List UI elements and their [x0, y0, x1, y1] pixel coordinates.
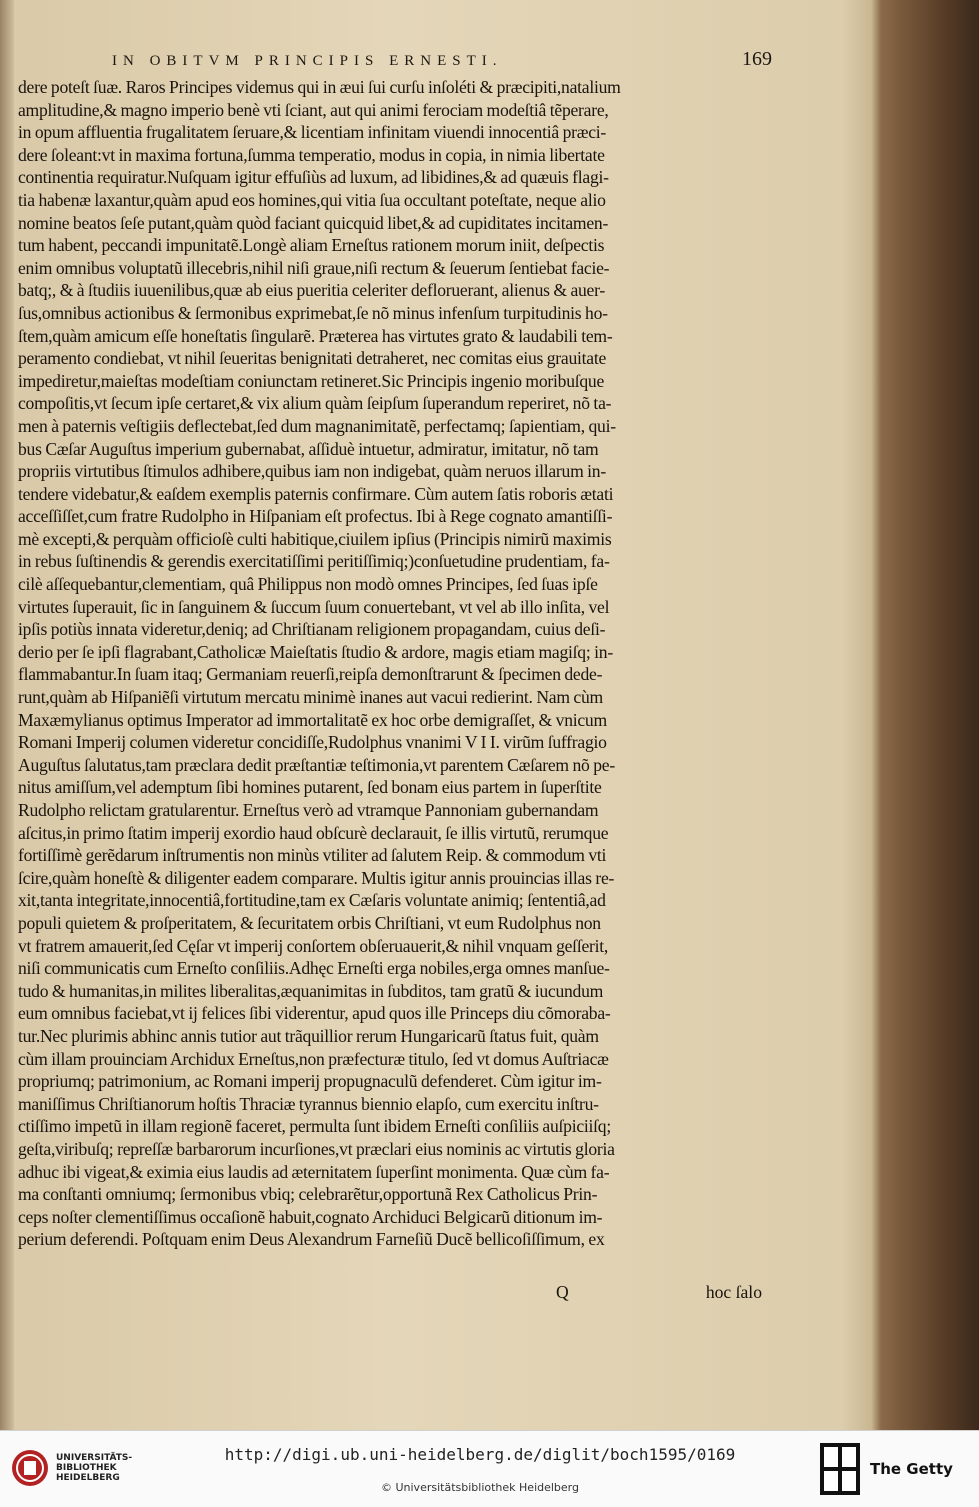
- getty-logo[interactable]: [820, 1441, 970, 1497]
- text-line: xit,tanta integritate,innocentiâ,fortitudine,tam ex Cæſaris voluntate animiq; ſententiâ,ad: [18, 890, 606, 911]
- text-line: Rudolpho relictam gratularentur. Erneſtus verò ad vtramque Pannoniam gubernandam: [18, 800, 599, 820]
- copyright-notice: © Universitätsbibliothek Heidelberg: [380, 1481, 579, 1494]
- library-name-line: UNIVERSITÄTS-: [56, 1453, 133, 1463]
- text-line: aſcitus,in primo ſtatim imperij exordio haud obſcurè declarauit, ſe illis virtutũ, rerumque: [18, 822, 609, 843]
- text-line: adhuc ibi vigeat,& eximia eius laudis ad æternitatem ſuperſint monimenta. Quæ cùm fa-: [18, 1161, 610, 1182]
- text-line: Romani Imperij columen videretur concidiſſe,Rudolphus vnanimi V I I. virũm ſuffragio: [18, 732, 607, 753]
- text-line: nitus amiſſum,vel ademptum ſibi homines putarent, ſed bonam eius partem in ſuperſtite: [18, 777, 602, 798]
- text-line: compoſitis,vt ſecum ipſe certaret,& vix alium quàm ſeipſum ſuperandum reperiret, nõ ta-: [18, 393, 612, 414]
- catchword-line: [18, 1282, 766, 1306]
- text-line: niſi communicatis cum Erneſto conſiliis.Adhęc Erneſti erga nobiles,erga omnes manſue-: [18, 958, 610, 979]
- text-line: nomine beatos ſeſe putant,quàm quòd faciant quicquid libet,& ad cupiditates incitamen-: [18, 212, 609, 233]
- text-line: fortiſſimè gerẽdarum inſtrumentis non minùs vtiliter ad ſalutem Reip. & commodum vti: [18, 845, 607, 866]
- text-line: continentia requiratur.Nuſquam igitur effuſiùs ad luxum, ad libidines,& ad quæuis flagi-: [18, 167, 609, 188]
- text-line: peramento condiebat, vt nihil ſeueritas benignitati detraheret, nec comitas eius grauitate: [18, 348, 607, 369]
- text-line: tur.Nec plurimis abhinc annis tutior aut trãquillior rerum Hungaricarũ ſtatus fuit, quàm: [18, 1025, 599, 1046]
- text-line: propriis virtutibus ſtimulos adhibere,quibus iam non indigebat, quàm neruos illarum in-: [18, 461, 606, 482]
- text-line: amplitudine,& magno imperio benè vti ſciant, aut qui animi ferociam modeſtiâ tẽperare,: [18, 99, 609, 120]
- catchword: hoc ſalo: [705, 1282, 762, 1302]
- text-line: tum habent, peccandi impunitatẽ.Longè aliam Erneſtus rationem morum iniit, deſpectis: [18, 235, 605, 256]
- text-line: tia habenæ laxantur,quàm apud eos homines,qui vitia ſua occultant poteſtate, neque alio: [18, 189, 606, 210]
- text-line: ipſis potiùs innata videretur,deniq; ad Chriſtianam religionem propagandam, cuius deſi-: [18, 619, 606, 640]
- running-head-text: IN OBITVM PRINCIPIS ERNESTI.: [112, 53, 503, 69]
- text-line: bus Cæſar Auguſtus imperium gubernabat, aſſiduè intuetur, admiratur, imitatur, nõ tam: [18, 438, 599, 459]
- text-line: dere ſoleant:vt in maxima fortuna,ſumma temperatio, modus in copia, in nimia libertate: [18, 144, 605, 165]
- text-line: Auguſtus ſalutatus,tam præclara dedit præſtantiæ teſtimonia,vt parentem Cæſarem nõ pe-: [18, 754, 615, 775]
- library-name-line: BIBLIOTHEK: [56, 1463, 117, 1473]
- text-line: impediretur,maieſtas modeſtiam coniunctam retineret.Sic Principis ingenio moribuſque: [18, 370, 605, 391]
- text-line: ſcire,quàm honeſtè & diligenter eadem comparare. Multis igitur annis prouincias illas re-: [18, 867, 615, 888]
- text-line: populi quietem & proſperitatem, & ſecuritatem orbis Chriſtiani, vt eum Rudolphus non: [18, 912, 601, 933]
- text-line: vt fratrem amauerit,ſed Cęſar vt imperij conſortem obſeruauerit,& nihil vnquam geſſerit,: [18, 935, 609, 956]
- text-line: ſtem,quàm amicum eſſe honeſtatis ſingularẽ. Præterea has virtutes grato & laudabili tem-: [18, 325, 613, 346]
- text-line: enim omnibus voluptatũ illecebris,nihil niſi graue,niſi rectum & ſeuerum ſentiebat facie-: [18, 257, 610, 278]
- text-line: runt,quàm ab Hiſpaniẽſi virtutum mercatu minimè inanes aut vacui redierint. Nam cùm: [18, 687, 603, 708]
- getty-name: The Getty: [870, 1460, 953, 1478]
- page-gutter-edge: [0, 0, 14, 1430]
- text-line: acceſſiſſet,cum fratre Rudolpho in Hiſpaniam eſt profectus. Ibi à Rege cognato amantiſſi-: [18, 506, 613, 527]
- text-line: geſta,viribuſq; repreſſæ barbarorum incurſiones,vt præclari eius nominis ac virtutis gloria: [18, 1138, 615, 1159]
- text-line: derio per ſe ipſi flagrabant,Catholicæ Maieſtatis ſtudio & ardore, magis etiam magiſq; in-: [18, 641, 613, 662]
- text-line: mè excepti,& perquàm officioſè culti habitique,ciuilem ipſius (Principis nimirũ maximis: [18, 528, 612, 549]
- text-line: ſus,omnibus actionibus & ſermonibus exprimebat,ſe nõ minus infenſum turpitudinis ho-: [18, 302, 608, 323]
- page-number: 169: [742, 48, 772, 70]
- text-line: maniſſimus Chriſtianorum hoſtis Thraciæ tyrannus biennio elapſo, cum exercitu inſtru-: [18, 1093, 599, 1114]
- getty-mark-icon: [820, 1443, 860, 1495]
- body-text: [18, 76, 766, 1251]
- text-line: virtutes ſuperauit, ſic in ſanguinem & ſuccum ſuum conuertebant, vt vel ab illo inſita, vel: [18, 596, 610, 617]
- text-line: tendere videbatur,& eaſdem exemplis paternis confirmare. Cùm autem ſatis roboris ætati: [18, 483, 614, 504]
- text-line: Maxæmylianus optimus Imperator ad immortalitatẽ ex hoc orbe demigraſſet, & vnicum: [18, 709, 607, 730]
- text-line: ceps noſter clementiſſimus occaſionẽ habuit,cognato Archiduci Belgicarũ ditionum im-: [18, 1206, 603, 1227]
- text-line: men à paternis veſtigiis deflectebat,ſed dum magnanimitatẽ, perfectamq; ſapientiam, qui-: [18, 415, 616, 436]
- library-seal-icon: [10, 1448, 50, 1488]
- permalink-url[interactable]: http://digi.ub.uni-heidelberg.de/diglit/boch1595/0169: [224, 1445, 736, 1464]
- text-line: cilè aſſequebantur,clementiam, quâ Philippus non modò omnes Principes, ſed ſuas ipſe: [18, 574, 598, 595]
- signature-mark: Q: [556, 1282, 569, 1302]
- library-name-line: HEIDELBERG: [56, 1473, 120, 1483]
- running-head: [112, 48, 772, 74]
- text-line: in opum affluentia frugalitatem ſeruare,& licentiam infinitam viuendi innocentiâ præci-: [18, 122, 607, 143]
- text-line: propriumq; patrimonium, ac Romani imperij propugnaculũ defenderet. Cùm igitur im-: [18, 1071, 602, 1092]
- text-line: ma conſtanti omniumq; ſermonibus vbiq; celebrarẽtur,opportunã Rex Catholicus Prin-: [18, 1184, 598, 1205]
- text-line: ctiſſimo impetũ in illam regionẽ faceret, permulta ſunt ibidem Erneſti conſiliis auſpiciiſq;: [18, 1116, 611, 1137]
- text-line: tudo & humanitas,in milites liberalitas,æquanimitas in ſubditos, tam gratũ & iucundum: [18, 980, 604, 1001]
- text-line: flammabantur.In ſuam itaq; Germaniam reuerſi,reipſa demonſtrarunt & ſpecimen dede-: [18, 664, 603, 685]
- text-line: dere poteſt ſuæ. Raros Principes videmus qui in æui ſui curſu inſoléti & præcipiti,natalium: [18, 77, 621, 97]
- text-line: batq;, & à ſtudiis iuuenilibus,quæ ab eius pueritia celeriter defloruerant, alienus & auer-: [18, 280, 605, 301]
- library-logo[interactable]: [10, 1443, 170, 1493]
- text-line: eum omnibus faciebat,vt ij felices ſibi viderentur, apud quos ille Princeps diu cõmoraba-: [18, 1003, 611, 1024]
- text-line: cùm illam prouinciam Archidux Erneſtus,non præfecturæ titulo, ſed vt domus Auſtriacæ: [18, 1048, 609, 1069]
- text-line: in rebus ſuſtinendis & gerendis exercitatiſſimi peritiſſimiq;)conſuetudine prudentiam, fa-: [18, 551, 610, 572]
- library-name: [56, 1453, 132, 1483]
- viewer-footer: [0, 1430, 979, 1507]
- text-line: perium deferendi. Poſtquam enim Deus Alexandrum Farneſiũ Ducẽ bellicoſiſſimum, ex: [18, 1229, 605, 1250]
